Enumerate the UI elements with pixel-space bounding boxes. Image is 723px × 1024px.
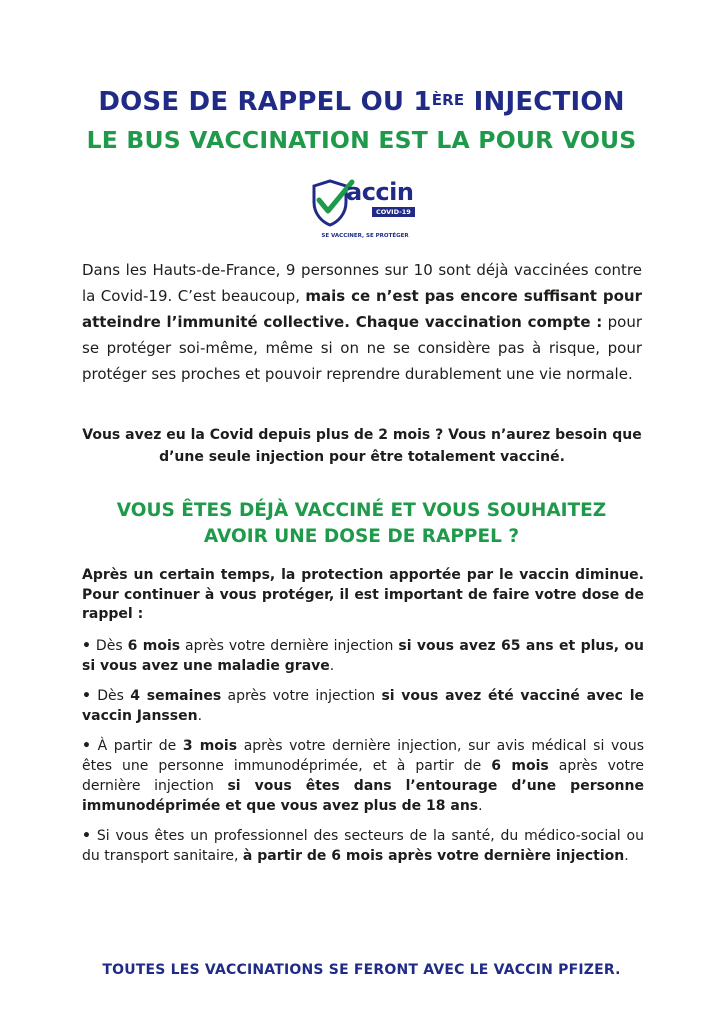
bullet-text: . [197,708,203,724]
bullet-text: Dès [90,688,131,704]
section-title [0,498,723,550]
bullet-text: . [478,798,483,814]
bullet-text: après votre dernière injection [180,638,399,654]
logo-tagline: SE VACCINER, SE PROTÉGER [321,233,409,239]
bullet-text: après votre injection [221,688,382,704]
bullet-bold: à partir de 6 mois après votre dernière injection [242,848,625,864]
footer-notice: TOUTES LES VACCINATIONS SE FERONT AVEC LE VACCIN PFIZER. [102,962,621,978]
logo-word: accin [346,178,414,206]
title-superscript: ÈRE [431,91,465,109]
bullet-text: après votre dernière injection [82,758,644,794]
list-item [82,826,644,866]
bullet-bold: si vous avez été vacciné avec le vaccin Janssen [82,688,644,724]
section-title-line1: VOUS ÊTES DÉJÀ VACCINÉ ET VOUS SOUHAITEZ [116,500,607,521]
bullet-list [82,636,644,876]
bullet-bold: 4 semaines [130,688,222,704]
bullet-dot: • [82,738,91,754]
bullet-text: . [329,658,335,674]
bullet-bold: 3 mois [182,738,238,754]
logo-badge: COVID-19 [372,207,415,217]
list-item [82,736,644,816]
bullet-text: après votre dernière injection, sur avis médical si vous êtes une personne immunodéprimée, et à partir de [82,738,645,774]
title-text-end: INJECTION [464,87,625,117]
bullet-dot: • [82,828,91,844]
intro-text-end: pour se protéger soi-même, même si on ne se considère pas à risque, pour protéger ses proches et pouvoir reprendre durablement une vie normale. [82,313,642,383]
list-item [82,686,644,726]
section-title-line2: AVOIR UNE DOSE DE RAPPEL ? [203,526,520,547]
bullet-text: Si vous êtes un professionnel des secteurs de la santé, du médico-social ou du transport sanitaire, [82,828,644,864]
intro-bold: mais ce n’est pas encore suffisant pour atteindre l’immunité collective. Chaque vaccination compte : [82,287,642,331]
covid-note: Vous avez eu la Covid depuis plus de 2 mois ? Vous n’aurez besoin que d’une seule injection pour être totalement vacciné. [82,427,642,465]
bullet-text: . [624,848,629,864]
intro-text: Dans les Hauts-de-France, 9 personnes sur 10 sont déjà vaccinées contre la Covid-19. C’est beaucoup, [82,261,642,305]
list-item [82,636,644,676]
bullet-dot: • [82,638,91,654]
bullet-text: Dès [90,638,128,654]
bullet-bold: 6 mois [127,638,181,654]
title-text: DOSE DE RAPPEL OU 1 [98,87,432,117]
bullet-bold: si vous avez 65 ans et plus, ou si vous avez une maladie grave [82,638,645,674]
intro-paragraph [82,257,642,387]
bullet-bold: 6 mois [491,758,549,774]
bullet-text: À partir de [90,738,183,754]
bullet-bold: si vous êtes dans l’entourage d’une personne immunodéprimée et que vous avez plus de 18 ans [82,778,644,814]
vaccin-covid-logo [308,178,422,244]
main-title [0,86,723,118]
section-lead: Après un certain temps, la protection apportée par le vaccin diminue. Pour continuer à vous protéger, il est important de faire votre dose de rappel : [82,567,644,622]
main-subtitle: LE BUS VACCINATION EST LA POUR VOUS [86,126,637,154]
bullet-dot: • [82,688,91,704]
